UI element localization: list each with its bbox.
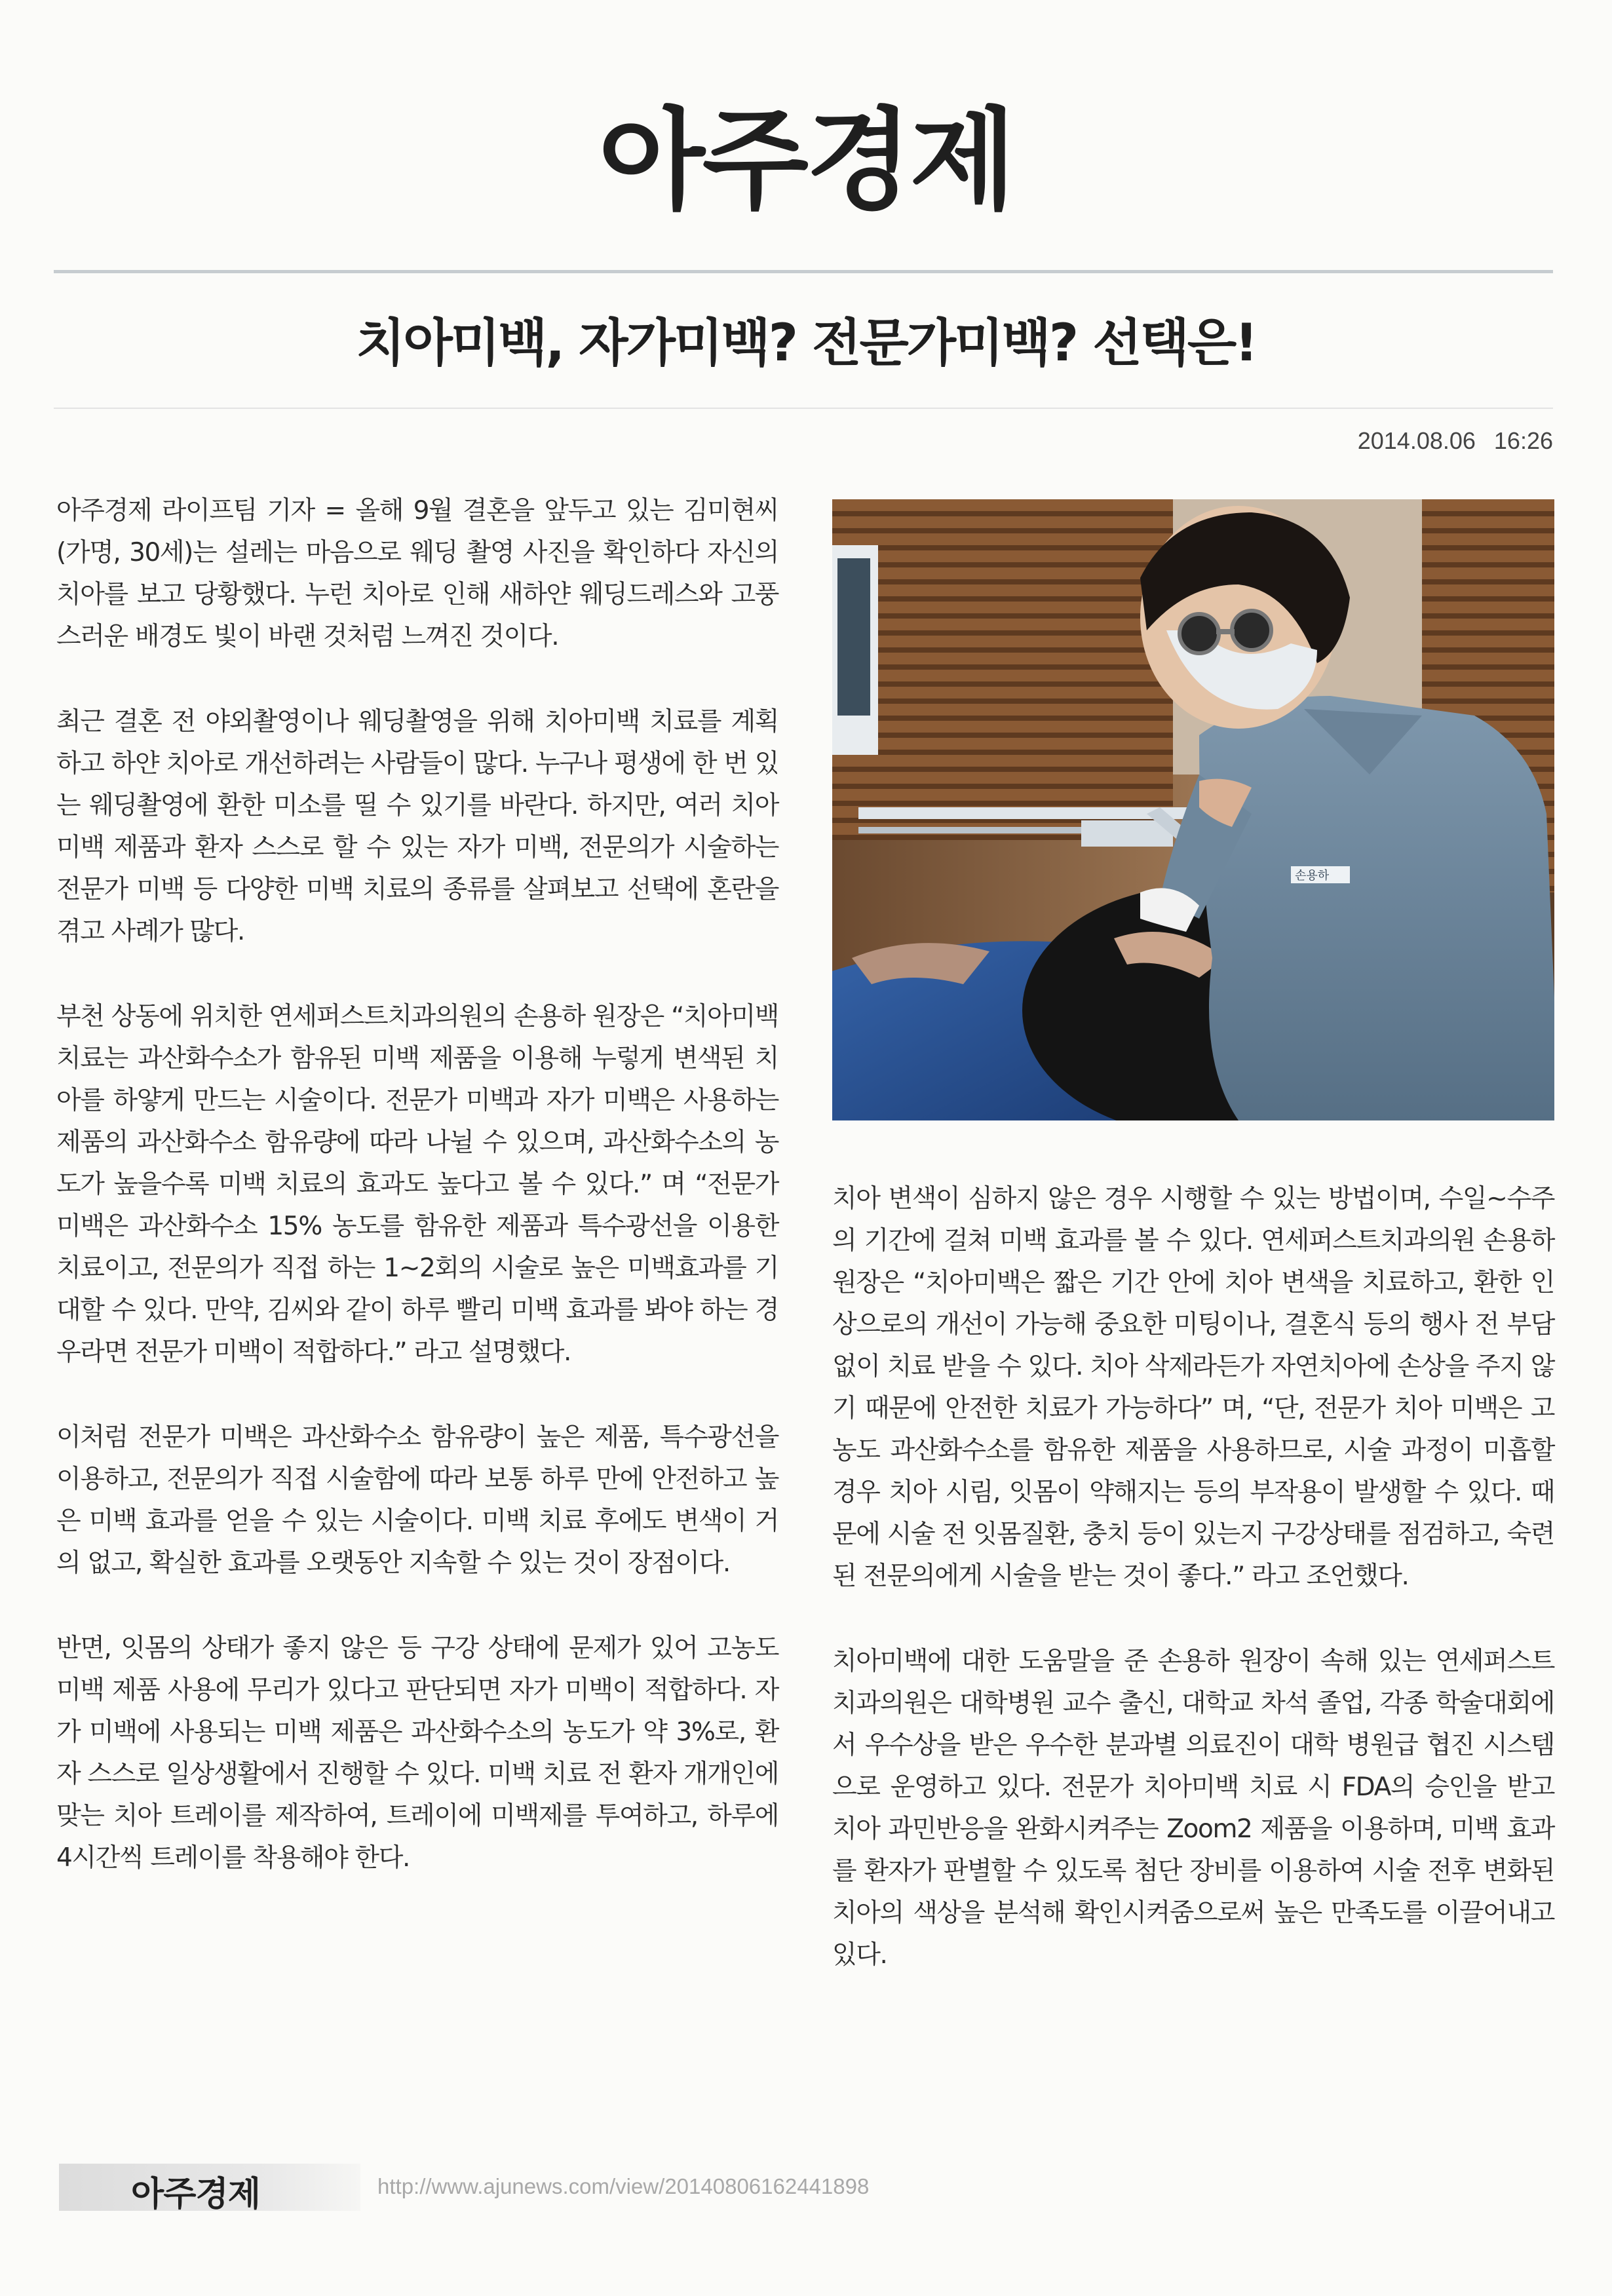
footer-source-url[interactable]: http://www.ajunews.com/view/20140806162441898	[377, 2174, 870, 2198]
article-paragraph: 이처럼 전문가 미백은 과산화수소 함유량이 높은 제품, 특수광선을 이용하고, 전문의가 직접 시술함에 따라 보통 하루 만에 안전하고 높은 미백 효과를 얻을 수 있는 시술이다. 미백 치료 후에도 변색이 거의 없고, 확실한 효과를 오랫동안 지속할 수 있는 것이 장점이다.	[56, 1423, 778, 1578]
article-paragraph: 치아미백에 대한 도움말을 준 손용하 원장이 속해 있는 연세퍼스트치과의원은 대학병원 교수 출신, 대학교 차석 졸업, 각종 학술대회에서 우수상을 받은 우수한 분과별 의료진이 대학 병원급 협진 시스템으로 운영하고 있다. 전문가 치아미백 치료 시 FDA의 승인을 받고 치아 과민반응을 완화시켜주는 Zoom2 제품을 이용하며, 미백 효과를 환자가 판별할 수 있도록 첨단 장비를 이용하여 시술 전후 변화된 치아의 색상을 분석해 확인시켜줌으로써 높은 만족도를 이끌어내고 있다.	[832, 1647, 1554, 1970]
footer-logo: 아주경제	[131, 2174, 260, 2214]
article-paragraph: 반면, 잇몸의 상태가 좋지 않은 등 구강 상태에 문제가 있어 고농도 미백 제품 사용에 무리가 있다고 판단되면 자가 미백이 적합하다. 자가 미백에 사용되는 미백 제품은 과산화수소의 농도가 약 3%로, 환자 스스로 일상생활에서 진행할 수 있다. 미백 치료 전 환자 개개인에 맞는 치아 트레이를 제작하여, 트레이에 미백제를 투여하고, 하루에 4시간씩 트레이를 착용해야 한다.	[56, 1634, 778, 1873]
article-paragraph: 최근 결혼 전 야외촬영이나 웨딩촬영을 위해 치아미백 치료를 계획하고 하얀 치아로 개선하려는 사람들이 많다. 누구나 평생에 한 번 있는 웨딩촬영에 환한 미소를 띨 수 있기를 바란다. 하지만, 여러 치아미백 제품과 환자 스스로 할 수 있는 자가 미백, 전문의가 시술하는 전문가 미백 등 다양한 미백 치료의 종류를 살펴보고 선택에 혼란을 겪고 사례가 많다.	[56, 707, 778, 946]
masthead-divider	[54, 270, 1553, 273]
article-paragraph: 아주경제 라이프팀 기자 = 올해 9월 결혼을 앞두고 있는 김미현씨(가명, 30세)는 설레는 마음으로 웨딩 촬영 사진을 확인하다 자신의 치아를 보고 당황했다. 누런 치아로 인해 새하얀 웨딩드레스와 고풍스러운 배경도 빛이 바랜 것처럼 느껴진 것이다.	[56, 496, 778, 651]
article-photo-dentist	[832, 499, 1554, 1120]
scrubs-name-badge: 손용하	[1295, 869, 1330, 883]
article-body-right-column	[832, 1178, 1554, 2019]
article-paragraph: 치아 변색이 심하지 않은 경우 시행할 수 있는 방법이며, 수일~수주의 기간에 걸쳐 미백 효과를 볼 수 있다. 연세퍼스트치과의원 손용하 원장은 “치아미백은 짧은 기간 안에 치아 변색을 치료하고, 환한 인상으로의 개선이 가능해 중요한 미팅이나, 결혼식 등의 행사 전 부담 없이 치료 받을 수 있다. 치아 삭제라든가 자연치아에 손상을 주지 않기 때문에 안전한 치료가 가능하다” 며, “단, 전문가 치아 미백은 고농도 과산화수소를 함유한 제품을 사용하므로, 시술 과정이 미흡할 경우 치아 시림, 잇몸이 약해지는 등의 부작용이 발생할 수 있다. 때문에 시술 전 잇몸질환, 충치 등이 있는지 구강상태를 점검하고, 숙련된 전문의에게 시술을 받는 것이 좋다.” 라고 조언했다.	[832, 1184, 1554, 1591]
masthead-logo: 아주경제	[598, 95, 1014, 225]
article-paragraph: 부천 상동에 위치한 연세퍼스트치과의원의 손용하 원장은 “치아미백 치료는 과산화수소가 함유된 미백 제품을 이용해 누렇게 변색된 치아를 하얗게 만드는 시술이다. 전문가 미백과 자가 미백은 사용하는 제품의 과산화수소 함유량에 따라 나뉠 수 있으며, 과산화수소의 농도가 높을수록 미백 치료의 효과도 높다고 볼 수 있다.” 며 “전문가 미백은 과산화수소 15% 농도를 함유한 제품과 특수광선을 이용한 치료이고, 전문의가 직접 하는 1~2회의 시술로 높은 미백효과를 기대할 수 있다. 만약, 김씨와 같이 하루 빨리 미백 효과를 봐야 하는 경우라면 전문가 미백이 적합하다.” 라고 설명했다.	[56, 1002, 778, 1367]
article-body-left-column	[56, 490, 778, 1923]
article-date: 2014.08.06 16:26	[1357, 427, 1553, 454]
article-headline: 치아미백, 자가미백? 전문가미백? 선택은!	[356, 314, 1256, 373]
headline-divider	[54, 408, 1553, 409]
